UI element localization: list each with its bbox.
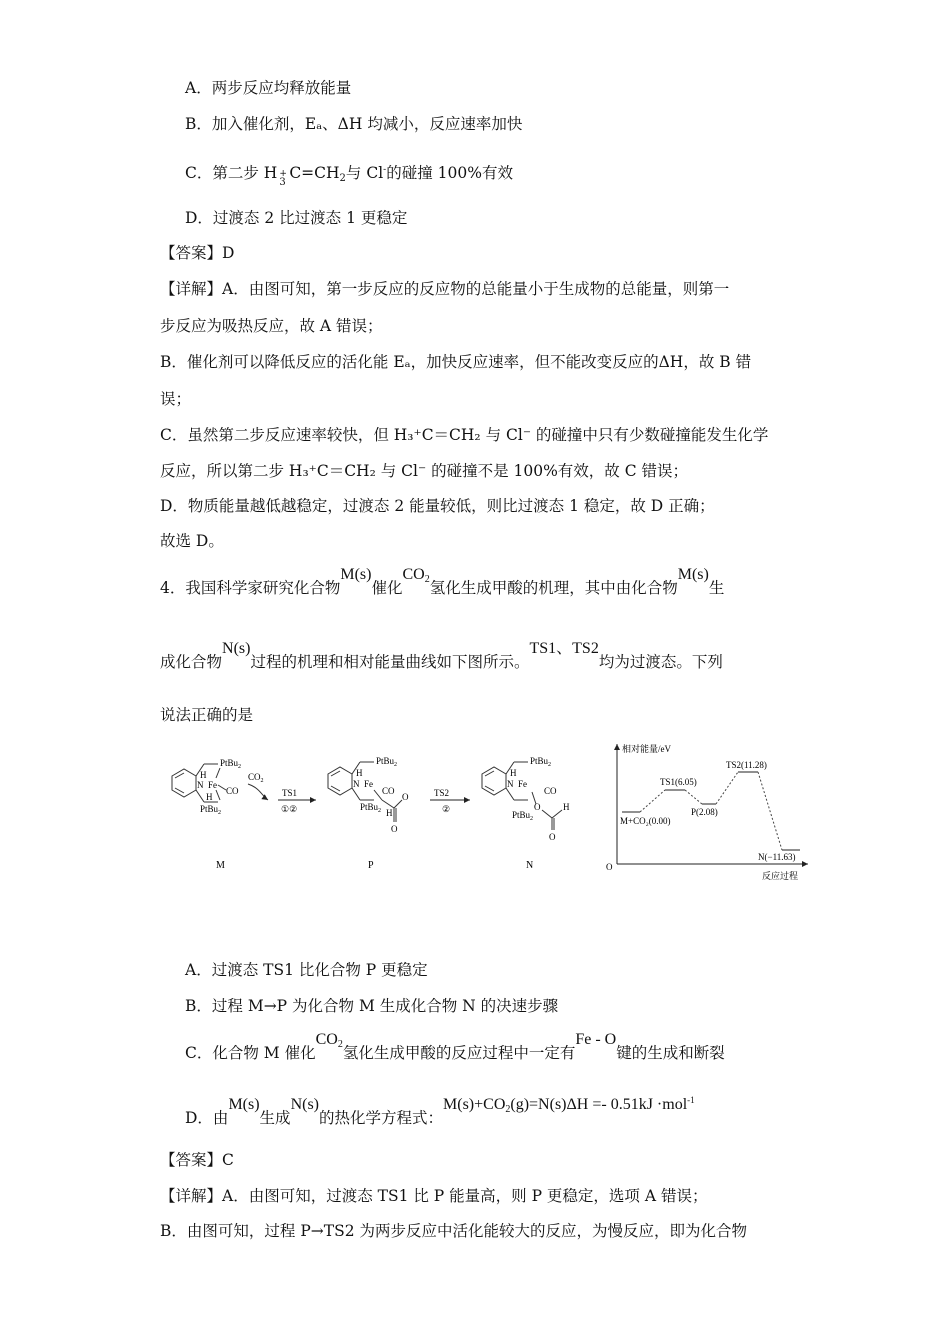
q3-option-d: D．过渡态 2 比过渡态 1 更稳定 xyxy=(185,209,408,227)
q4-stem-line-2 xyxy=(160,640,723,673)
label-p-energy: P(2.08) xyxy=(691,807,718,817)
hydride-label: H xyxy=(510,768,517,778)
ts2-step: ② xyxy=(442,804,451,814)
q4-stem-text: 4．我国科学家研究化合物 xyxy=(160,579,341,597)
hydride-label: H xyxy=(206,792,213,802)
label-ts2-energy: TS2(11.28) xyxy=(726,760,767,770)
hydride-label: H xyxy=(356,768,363,778)
iron-label: Fe xyxy=(518,779,527,789)
q4-stem-text: 氢化生成甲酸的机理，其中由化合物 xyxy=(429,579,678,597)
energy-diagram xyxy=(606,743,808,881)
carbonyl-label: CO xyxy=(382,786,395,796)
q3-explanation-line-3: B．催化剂可以降低反应的活化能 Eₐ，加快反应速率，但不能改变反应的ΔH，故 B 错 xyxy=(160,353,752,371)
thermochemical-equation: $M(s)+CO_2(g)=N(s)\Delta H =- 0.51kJ \cdot mol^{-1}$ xyxy=(443,1095,695,1115)
q4-answer: 【答案】C xyxy=(160,1151,234,1169)
fe-o-bond: Fe - O xyxy=(575,1031,617,1048)
oxygen-label: O xyxy=(534,802,541,812)
q3-explanation-line-2: 步反应为吸热反应，故 A 错误； xyxy=(160,317,383,335)
ptbu2-label: PtBu$_2$ xyxy=(530,756,552,768)
subscript-three: 3 xyxy=(279,177,286,188)
nitrogen-label: N xyxy=(507,779,514,789)
q4-option-c-text: C．化合物 M 催化 xyxy=(185,1044,316,1062)
compound-m: M(s) xyxy=(228,1096,260,1113)
ptbu2-label: PtBu$_2$ xyxy=(220,758,242,770)
energy-y-label: 相对能量/eV xyxy=(622,744,671,754)
q4-explanation-line-1: 【详解】A．由图可知，过渡态 TS1 比 P 能量高，则 P 更稳定，选项 A 错误； xyxy=(160,1187,708,1205)
iron-label: Fe xyxy=(208,780,217,790)
label-n: N xyxy=(526,860,534,871)
q4-stem-text: 均为过渡态。下列 xyxy=(598,653,723,671)
q3-explanation-line-4: 误； xyxy=(160,390,192,408)
ptbu2-label: PtBu$_2$ xyxy=(512,810,534,822)
q4-explanation-line-2: B．由图可知，过程 P→TS2 为两步反应中活化能较大的反应，为慢反应，即为化合物 xyxy=(160,1222,747,1240)
carbonyl-label: CO xyxy=(226,786,239,796)
ts1-steps: ①② xyxy=(281,804,298,814)
q3-explanation-line-7: D．物质能量越低越稳定，过渡态 2 能量较低，则比过渡态 1 稳定，故 D 正确； xyxy=(160,497,715,515)
carbonyl-label: CO xyxy=(544,786,557,796)
label-p: P xyxy=(368,860,374,871)
compound-m: M(s) xyxy=(677,566,709,583)
nitrogen-label: N xyxy=(197,780,204,790)
q3-explanation-line-5: C．虽然第二步反应速率较快，但 H₃⁺C＝CH₂ 与 Cl⁻ 的碰撞中只有少数碰撞能发生化学 xyxy=(160,426,769,444)
superscript-minus: - xyxy=(383,165,387,175)
q3-option-c-suffix: 与 Cl xyxy=(345,164,384,182)
q3-explanation-line-1: 【详解】A．由图可知，第一步反应的反应物的总能量小于生成物的总能量，则第一 xyxy=(160,280,730,298)
oxygen-label: O xyxy=(391,824,398,834)
q4-stem-line-1 xyxy=(160,566,725,604)
ptbu2-label: PtBu$_2$ xyxy=(200,804,222,816)
ptbu2-label: PtBu$_2$ xyxy=(376,756,398,768)
q4-stem-text: 成化合物 xyxy=(160,653,223,671)
hydride-label: H xyxy=(200,770,207,780)
iron-label: Fe xyxy=(364,779,373,789)
subscript-two: 2 xyxy=(339,173,346,184)
q4-option-c xyxy=(185,1031,725,1069)
q4-stem-text: 过程的机理和相对能量曲线如下图所示。 xyxy=(250,653,530,671)
q4-option-c-text: 氢化生成甲酸的反应过程中一定有 xyxy=(342,1044,576,1062)
label-m: M xyxy=(216,860,225,871)
q3-option-a: A．两步反应均释放能量 xyxy=(185,79,352,97)
plus-sign: + xyxy=(279,169,287,179)
q3-option-b: B．加入催化剂，Eₐ、ΔH 均减小，反应速率加快 xyxy=(185,115,523,133)
hydride-label: H xyxy=(563,802,570,812)
q4-option-b: B．过程 M→P 为化合物 M 生成化合物 N 的决速步骤 xyxy=(185,997,559,1015)
transition-states: TS1、TS2 xyxy=(529,640,599,657)
co2-formula: CO xyxy=(315,1031,338,1048)
label-ts1-energy: TS1(6.05) xyxy=(660,777,697,787)
q3-option-c-end: 的碰撞 100%有效 xyxy=(386,164,513,182)
ptbu2-label: PtBu$_2$ xyxy=(360,802,382,814)
co2-label: $CO_2$ xyxy=(248,772,264,784)
q3-option-c xyxy=(185,160,513,189)
nitrogen-label: N xyxy=(353,779,360,789)
ts2-arrow-label: TS2 xyxy=(434,788,450,798)
q4-option-d-text: D．由 xyxy=(185,1109,229,1127)
q3-answer: 【答案】D xyxy=(160,244,235,262)
oxygen-label: O xyxy=(402,792,409,802)
q4-option-a: A．过渡态 TS1 比化合物 P 更稳定 xyxy=(185,961,428,979)
compound-n: N(s) xyxy=(222,640,251,657)
label-n-energy: N(−11.63) xyxy=(758,852,796,862)
q4-option-d-text: 的热化学方程式： xyxy=(319,1109,444,1127)
q4-stem-text: 生 xyxy=(708,579,725,597)
oxygen-label: O xyxy=(549,832,556,842)
q4-stem-line-3: 说法正确的是 xyxy=(160,706,254,724)
energy-x-label: 反应过程 xyxy=(762,871,799,881)
label-m-co2-energy: M+CO₂(0.00) xyxy=(620,816,671,826)
hydride-label: H xyxy=(386,808,393,818)
subscript-two: 2 xyxy=(424,574,430,585)
q4-figure xyxy=(160,738,820,888)
q3-explanation-line-6: 反应，所以第二步 H₃⁺C＝CH₂ 与 Cl⁻ 的碰撞不是 100%有效，故 C 错误； xyxy=(160,462,689,480)
q3-explanation-line-8: 故选 D。 xyxy=(160,532,224,550)
q3-option-c-prefix: C．第二步 H xyxy=(185,164,278,182)
co2-formula: CO xyxy=(402,566,425,583)
ts1-arrow-label: TS1 xyxy=(282,788,298,798)
q4-stem-text: 催化 xyxy=(371,579,403,597)
q4-option-d-text: 生成 xyxy=(259,1109,291,1127)
subscript-two: 2 xyxy=(337,1039,343,1050)
energy-origin-label: O xyxy=(606,862,613,872)
compound-n: N(s) xyxy=(290,1096,319,1113)
q4-option-d xyxy=(185,1095,695,1134)
compound-m: M(s) xyxy=(340,566,372,583)
q3-option-c-formula: C=CH xyxy=(289,164,340,182)
q4-option-c-text: 键的生成和断裂 xyxy=(616,1044,725,1062)
